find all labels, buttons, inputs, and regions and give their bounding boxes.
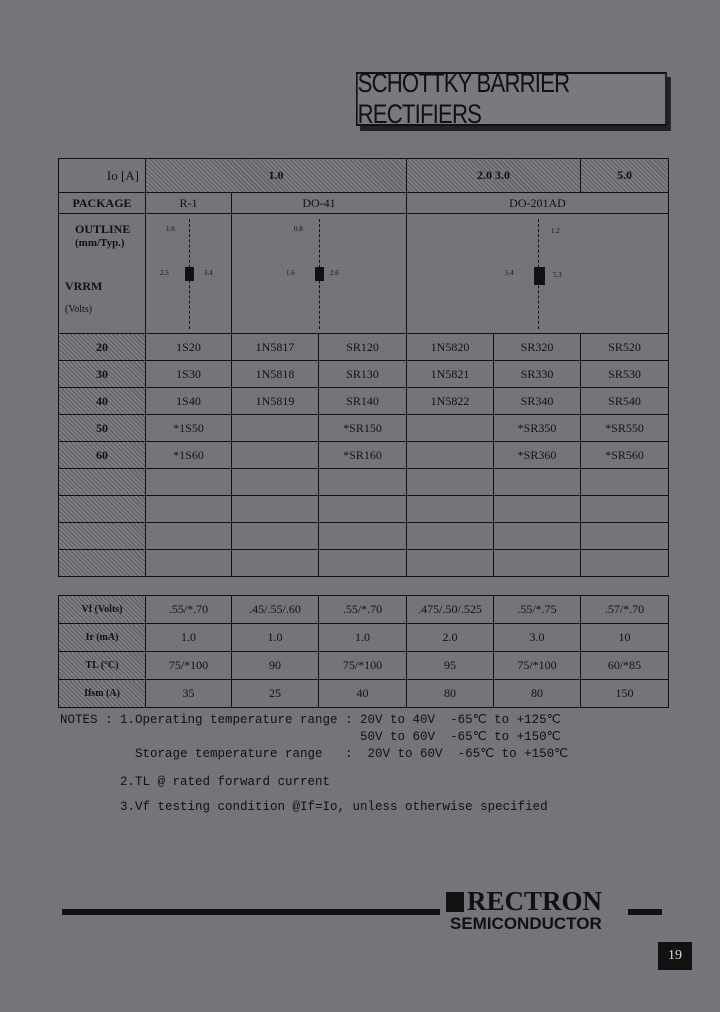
part-number: SR540 bbox=[581, 388, 669, 415]
outline-do41 bbox=[232, 214, 407, 334]
part-number: 1N5819 bbox=[232, 388, 319, 415]
part-number: *SR150 bbox=[319, 415, 407, 442]
spec-value: 90 bbox=[232, 652, 319, 680]
part-number: 1N5822 bbox=[407, 388, 494, 415]
part-number bbox=[581, 523, 669, 550]
part-number: *1S60 bbox=[146, 442, 232, 469]
outline-unit: (mm/Typ.) bbox=[75, 237, 125, 249]
logo-mark-icon bbox=[446, 892, 464, 912]
part-number bbox=[146, 469, 232, 496]
part-number: 1N5817 bbox=[232, 334, 319, 361]
table-row bbox=[59, 442, 669, 469]
part-number bbox=[407, 442, 494, 469]
part-number: *SR360 bbox=[494, 442, 581, 469]
part-number bbox=[232, 496, 319, 523]
vrrm-value: 50 bbox=[59, 415, 146, 442]
part-number: SR330 bbox=[494, 361, 581, 388]
table-row bbox=[59, 469, 669, 496]
part-number bbox=[232, 415, 319, 442]
spec-value: 40 bbox=[319, 680, 407, 708]
table-row bbox=[59, 334, 669, 361]
part-number bbox=[494, 550, 581, 577]
part-number bbox=[146, 550, 232, 577]
part-number bbox=[494, 523, 581, 550]
spec-value: 75/*100 bbox=[146, 652, 232, 680]
table-row bbox=[59, 361, 669, 388]
spec-value: 75/*100 bbox=[319, 652, 407, 680]
spec-value: 60/*85 bbox=[581, 652, 669, 680]
part-number: *SR350 bbox=[494, 415, 581, 442]
part-number bbox=[319, 550, 407, 577]
spec-value: .55/*.75 bbox=[494, 596, 581, 624]
spec-value: 2.0 bbox=[407, 624, 494, 652]
part-number: 1S40 bbox=[146, 388, 232, 415]
spec-value: .57/*.70 bbox=[581, 596, 669, 624]
spec-value: 1.0 bbox=[232, 624, 319, 652]
spec-label: Ifsm (A) bbox=[59, 680, 146, 708]
vrrm-value bbox=[59, 496, 146, 523]
spec-value: 35 bbox=[146, 680, 232, 708]
part-number bbox=[319, 523, 407, 550]
diode-outline-icon: 1.2 5.4 5.3 bbox=[407, 215, 668, 333]
vrrm-label: VRRM bbox=[65, 279, 103, 293]
vrrm-value: 40 bbox=[59, 388, 146, 415]
part-number: 1S20 bbox=[146, 334, 232, 361]
table-row bbox=[59, 415, 669, 442]
part-number bbox=[319, 469, 407, 496]
spec-value: 25 bbox=[232, 680, 319, 708]
part-number: *1S50 bbox=[146, 415, 232, 442]
spec-value: 80 bbox=[407, 680, 494, 708]
note-1b: 50V to 60V -65℃ to +150℃ bbox=[60, 730, 561, 744]
part-number: SR520 bbox=[581, 334, 669, 361]
vrrm-unit: (Volts) bbox=[65, 304, 93, 315]
io-value-2: 2.0 3.0 bbox=[407, 159, 581, 193]
package-do41: DO-41 bbox=[232, 193, 407, 214]
spec-row bbox=[59, 596, 669, 624]
part-number bbox=[581, 550, 669, 577]
outline-do201ad bbox=[407, 214, 669, 334]
spec-value: .45/.55/.60 bbox=[232, 596, 319, 624]
divider bbox=[628, 909, 662, 915]
part-number bbox=[494, 496, 581, 523]
part-number bbox=[232, 469, 319, 496]
part-number: SR140 bbox=[319, 388, 407, 415]
logo-subtitle: SEMICONDUCTOR bbox=[450, 914, 602, 933]
spec-value: .55/*.70 bbox=[146, 596, 232, 624]
note-2: 2.TL @ rated forward current bbox=[60, 775, 331, 789]
spec-row bbox=[59, 680, 669, 708]
part-number: SR120 bbox=[319, 334, 407, 361]
vrrm-value: 60 bbox=[59, 442, 146, 469]
table-row bbox=[59, 388, 669, 415]
spec-label: TL (°C) bbox=[59, 652, 146, 680]
vrrm-value: 30 bbox=[59, 361, 146, 388]
part-number: *SR550 bbox=[581, 415, 669, 442]
page-number: 19 bbox=[658, 942, 692, 970]
package-label: PACKAGE bbox=[59, 193, 146, 214]
spec-value: 80 bbox=[494, 680, 581, 708]
vrrm-value bbox=[59, 469, 146, 496]
spec-value: .475/.50/.525 bbox=[407, 596, 494, 624]
spec-label: Vf (Volts) bbox=[59, 596, 146, 624]
spec-row bbox=[59, 624, 669, 652]
part-number bbox=[581, 469, 669, 496]
selection-table bbox=[58, 158, 669, 577]
diode-outline-icon: 0.8 1.6 2.6 bbox=[232, 215, 406, 333]
table-row bbox=[59, 550, 669, 577]
spec-value: 95 bbox=[407, 652, 494, 680]
part-number: SR340 bbox=[494, 388, 581, 415]
part-number bbox=[581, 496, 669, 523]
note-3: 3.Vf testing condition @If=Io, unless otherwise specified bbox=[60, 800, 548, 814]
outline-header bbox=[59, 214, 146, 334]
notes bbox=[60, 712, 568, 816]
part-number bbox=[407, 496, 494, 523]
part-number: *SR560 bbox=[581, 442, 669, 469]
part-number bbox=[407, 523, 494, 550]
part-number: SR320 bbox=[494, 334, 581, 361]
vrrm-value bbox=[59, 523, 146, 550]
io-value-3: 5.0 bbox=[581, 159, 669, 193]
part-number bbox=[146, 496, 232, 523]
spec-value: .55/*.70 bbox=[319, 596, 407, 624]
package-do201ad: DO-201AD bbox=[407, 193, 669, 214]
part-number: 1N5820 bbox=[407, 334, 494, 361]
part-number: *SR160 bbox=[319, 442, 407, 469]
spec-value: 10 bbox=[581, 624, 669, 652]
part-number bbox=[407, 550, 494, 577]
io-value-1: 1.0 bbox=[146, 159, 407, 193]
part-number: 1N5818 bbox=[232, 361, 319, 388]
part-number: SR130 bbox=[319, 361, 407, 388]
part-number bbox=[232, 550, 319, 577]
vrrm-value bbox=[59, 550, 146, 577]
part-number bbox=[407, 469, 494, 496]
diode-outline-icon: 1.6 2.5 3.4 bbox=[146, 215, 231, 333]
table-row bbox=[59, 496, 669, 523]
part-number bbox=[319, 496, 407, 523]
note-1: NOTES : 1.Operating temperature range : 20V to 40V -65℃ to +125℃ bbox=[60, 713, 561, 727]
part-number bbox=[494, 469, 581, 496]
spec-table bbox=[58, 595, 669, 708]
spec-value: 150 bbox=[581, 680, 669, 708]
divider bbox=[62, 909, 440, 915]
part-number: 1S30 bbox=[146, 361, 232, 388]
table-row bbox=[59, 523, 669, 550]
outline-r1 bbox=[146, 214, 232, 334]
spec-value: 75/*100 bbox=[494, 652, 581, 680]
outline-label: OUTLINE bbox=[75, 222, 131, 236]
page-title: SCHOTTKY BARRIER RECTIFIERS bbox=[356, 72, 667, 126]
package-r1: R-1 bbox=[146, 193, 232, 214]
spec-value: 1.0 bbox=[146, 624, 232, 652]
rectron-logo: RECTRON bbox=[446, 886, 602, 917]
part-number bbox=[146, 523, 232, 550]
part-number bbox=[407, 415, 494, 442]
part-number bbox=[232, 523, 319, 550]
part-number: SR530 bbox=[581, 361, 669, 388]
vrrm-value: 20 bbox=[59, 334, 146, 361]
spec-row bbox=[59, 652, 669, 680]
part-number bbox=[232, 442, 319, 469]
part-number: 1N5821 bbox=[407, 361, 494, 388]
spec-value: 3.0 bbox=[494, 624, 581, 652]
spec-label: Ir (mA) bbox=[59, 624, 146, 652]
io-label: Io [A] bbox=[59, 159, 146, 193]
note-storage: Storage temperature range : 20V to 60V -65℃ to +150℃ bbox=[60, 747, 569, 761]
spec-value: 1.0 bbox=[319, 624, 407, 652]
